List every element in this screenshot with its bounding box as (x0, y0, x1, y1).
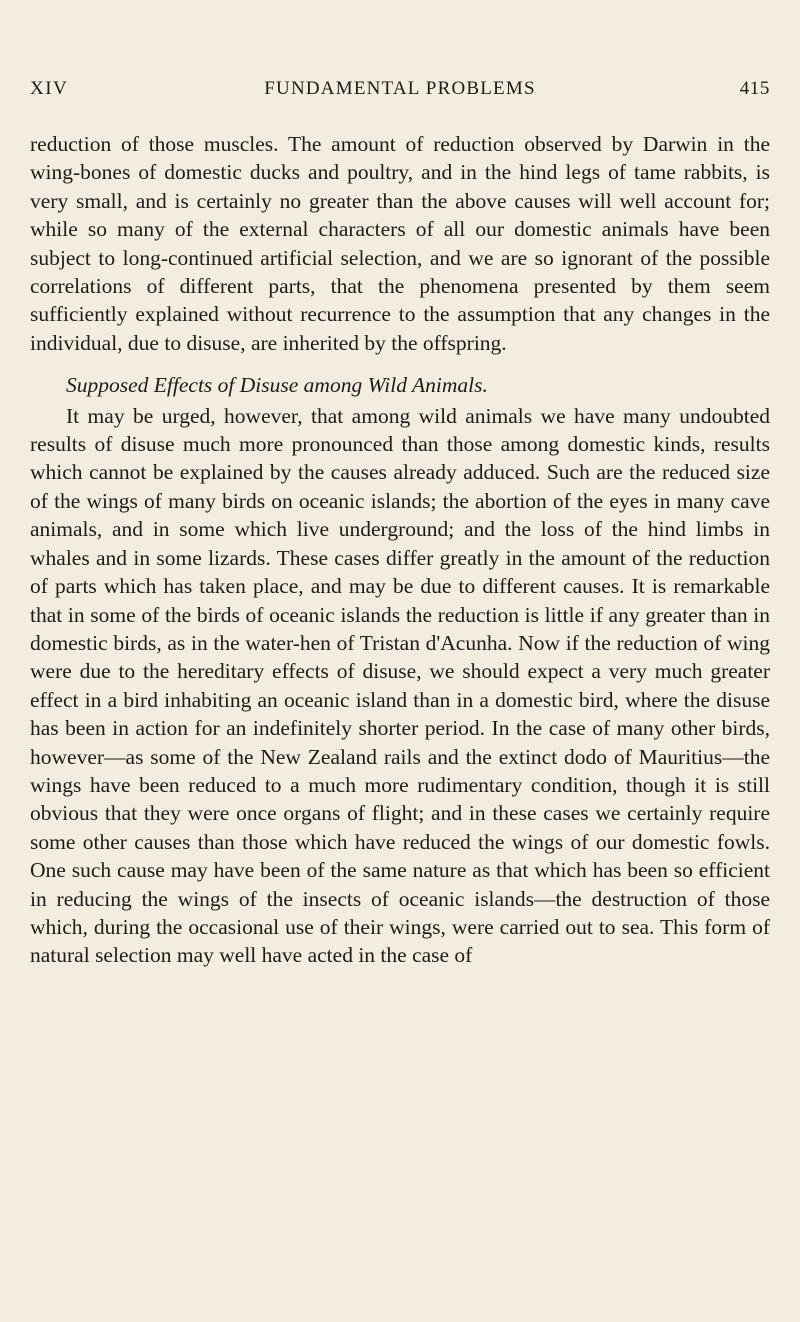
chapter-title: FUNDAMENTAL PROBLEMS (264, 78, 536, 99)
chapter-number: XIV (30, 78, 69, 99)
paragraph: reduction of those muscles. The amount of reduction observed by Darwin in the wing-bones of domestic ducks and poultry, and in the hind legs of tame rabbits, is very small, and is certainly no greater than the above causes will well account for; while so many of the external characters of all our domestic animals have been subject to long-continued artificial selection, and we are so ignorant of the possible correlations of different parts, that the phenomena presented by them seem sufficiently explained without recurrence to the assumption that any changes in the individual, due to disuse, are inherited by the offspring. (30, 132, 770, 355)
body-text (30, 130, 770, 970)
section-heading: Supposed Effects of Disuse among Wild Animals. (66, 373, 488, 398)
paragraph: It may be urged, however, that among wild animals we have many undoubted results of disuse much more pronounced than those among domestic kinds, results which cannot be explained by the causes already adduced. Such are the reduced size of the wings of many birds on oceanic islands; the abortion of the eyes in many cave animals, and in some which live underground; and the loss of the hind limbs in whales and in some lizards. These cases differ greatly in the amount of the reduction of parts which has taken place, and may be due to different causes. It is remarkable that in some of the birds of oceanic islands the reduction is little if any greater than in domestic birds, as in the water-hen of Tristan d'Acunha. Now if the reduction of wing were due to the hereditary effects of disuse, we should expect a very much greater effect in a bird inhabiting an oceanic island than in a domestic bird, where the disuse has been in action for an indefinitely shorter period. In the case of many other birds, however—as some of the New Zealand rails and the extinct dodo of Mauritius—the wings have been reduced to a much more rudimentary condition, though it is still obvious that they were once organs of flight; and in these cases we certainly require some other causes than those which have reduced the wings of our domestic fowls. One such cause may have been of the same nature as that which has been so efficient in reducing the wings of the insects of oceanic islands—the destruction of those which, during the occasional use of their wings, were carried out to sea. This form of natural selection may well have acted in the case of (30, 403, 770, 968)
page-number: 415 (739, 78, 770, 99)
running-head (30, 78, 770, 108)
